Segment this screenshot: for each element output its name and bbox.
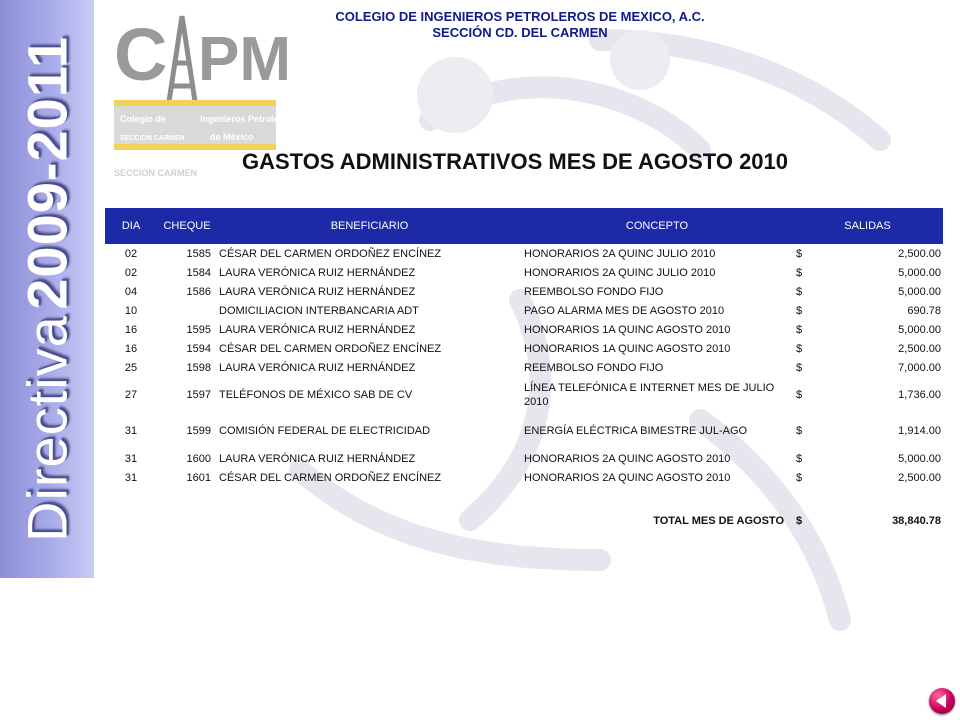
table-row [105,449,943,468]
cell-concepto: HONORARIOS 2A QUINC AGOSTO 2010 [524,471,731,484]
sidebar-years: 2009-2011 [15,36,79,310]
sidebar-band [0,0,94,578]
cell-currency: $ [796,304,803,317]
organization-name: COLEGIO DE INGENIEROS PETROLEROS DE MEXICO, A.C. [335,9,705,24]
spacer-row [105,487,943,511]
cell-amount: 1,914.00 [898,425,941,437]
col-header-salidas: SALIDAS [844,220,891,232]
cell-dia: 27 [124,389,138,401]
cell-dia: 16 [124,323,138,336]
cell-beneficiario: CÉSAR DEL CARMEN ORDOÑEZ ENCÍNEZ [219,471,442,484]
cell-dia: 16 [124,342,138,355]
cell-currency: $ [796,389,803,401]
cell-amount: 690.78 [907,304,941,317]
cell-currency: $ [796,342,803,355]
total-label: TOTAL MES DE AGOSTO [653,515,784,527]
sidebar-word: Directiva [15,315,79,542]
total-amount: 38,840.78 [892,515,941,527]
col-header-dia: DIA [121,220,141,232]
table-row [105,263,943,282]
cell-amount: 5,000.00 [898,285,941,298]
cell-dia: 02 [124,247,138,260]
cell-amount: 5,000.00 [898,323,941,336]
section-name: SECCIÓN CD. DEL CARMEN [432,25,608,40]
cell-currency: $ [796,323,803,336]
svg-text:de México: de México [210,132,254,142]
cell-beneficiario: TELÉFONOS DE MÉXICO SAB DE CV [219,389,413,401]
cell-beneficiario: DOMICILIACION INTERBANCARIA ADT [219,304,419,317]
cell-cheque: 1600 [186,452,211,465]
svg-text:PM: PM [198,25,291,94]
cell-concepto: REEMBOLSO FONDO FIJO [524,285,664,298]
cell-currency: $ [796,361,803,374]
svg-text:SECCION CARMEN: SECCION CARMEN [120,135,185,142]
table-row [105,282,943,301]
total-row [105,511,943,531]
cell-concepto: HONORARIOS 2A QUINC JULIO 2010 [524,247,716,260]
cell-amount: 2,500.00 [898,471,941,484]
cell-cheque: 1597 [186,389,211,401]
cell-concepto: HONORARIOS 2A QUINC JULIO 2010 [524,266,716,279]
table-row [105,358,943,377]
svg-text:Colegio de: Colegio de [120,114,167,124]
cell-dia: 31 [124,452,138,465]
col-header-cheque: CHEQUE [163,220,211,232]
cell-beneficiario: COMISIÓN FEDERAL DE ELECTRICIDAD [219,425,431,437]
cell-concepto: HONORARIOS 1A QUINC AGOSTO 2010 [524,323,731,336]
cell-amount: 2,500.00 [898,247,941,260]
col-header-concepto: CONCEPTO [625,220,689,232]
cell-beneficiario: LAURA VERÓNICA RUIZ HERNÁNDEZ [219,323,416,336]
cell-amount: 1,736.00 [898,389,941,401]
cell-currency: $ [796,471,803,484]
cell-cheque: 1585 [186,247,211,260]
table-row [105,413,943,449]
cell-dia: 04 [124,285,138,298]
table-header-row [105,208,943,244]
table-row [105,301,943,320]
col-header-beneficiario: BENEFICIARIO [330,220,409,232]
cell-cheque: 1594 [186,342,211,355]
table-row [105,339,943,358]
back-arrow-icon[interactable] [929,688,955,714]
cell-beneficiario: LAURA VERÓNICA RUIZ HERNÁNDEZ [219,266,416,279]
cell-dia: 25 [124,361,138,374]
expenses-table [105,208,943,531]
cell-cheque: 1599 [186,425,211,437]
cell-amount: 2,500.00 [898,342,941,355]
cell-cheque: 1584 [186,266,211,279]
cell-currency: $ [796,452,803,465]
sidebar-title [15,36,80,542]
svg-text:Ingenieros Petroleros: Ingenieros Petroleros [200,114,293,124]
cell-currency: $ [796,425,803,437]
cell-amount: 5,000.00 [898,266,941,279]
svg-text:C: C [114,13,168,96]
cell-beneficiario: LAURA VERÓNICA RUIZ HERNÁNDEZ [219,285,416,298]
svg-text:SECCION CARMEN: SECCION CARMEN [114,168,198,178]
cell-concepto: PAGO ALARMA MES DE AGOSTO 2010 [524,304,725,317]
cell-beneficiario: LAURA VERÓNICA RUIZ HERNÁNDEZ [219,361,416,374]
cell-dia: 02 [124,266,138,279]
cell-concepto: LÍNEA TELEFÓNICA E INTERNET MES DE JULIO 2010 [524,382,775,408]
cell-amount: 7,000.00 [898,361,941,374]
cell-concepto: ENERGÍA ELÉCTRICA BIMESTRE JUL-AGO [524,425,748,437]
cell-amount: 5,000.00 [898,452,941,465]
cell-beneficiario: CÉSAR DEL CARMEN ORDOÑEZ ENCÍNEZ [219,342,442,355]
cell-cheque: 1595 [186,323,211,336]
table-row [105,377,943,413]
cell-dia: 31 [124,471,138,484]
cell-cheque: 1601 [186,471,211,484]
cell-cheque [157,301,217,320]
cell-concepto: HONORARIOS 1A QUINC AGOSTO 2010 [524,342,731,355]
page-title: GASTOS ADMINISTRATIVOS MES DE AGOSTO 2010 [241,149,789,174]
cell-cheque: 1586 [186,285,211,298]
cell-beneficiario: LAURA VERÓNICA RUIZ HERNÁNDEZ [219,452,416,465]
table-row [105,320,943,339]
cell-currency: $ [796,247,803,260]
cell-dia: 10 [124,304,138,317]
total-currency: $ [796,515,803,527]
cell-concepto: REEMBOLSO FONDO FIJO [524,361,664,374]
cell-cheque: 1598 [186,361,211,374]
cell-dia: 31 [124,425,138,437]
table-row [105,244,943,263]
table-row [105,468,943,487]
cell-currency: $ [796,266,803,279]
cell-currency: $ [796,285,803,298]
cell-beneficiario: CÉSAR DEL CARMEN ORDOÑEZ ENCÍNEZ [219,247,442,260]
cell-concepto: HONORARIOS 2A QUINC AGOSTO 2010 [524,452,731,465]
